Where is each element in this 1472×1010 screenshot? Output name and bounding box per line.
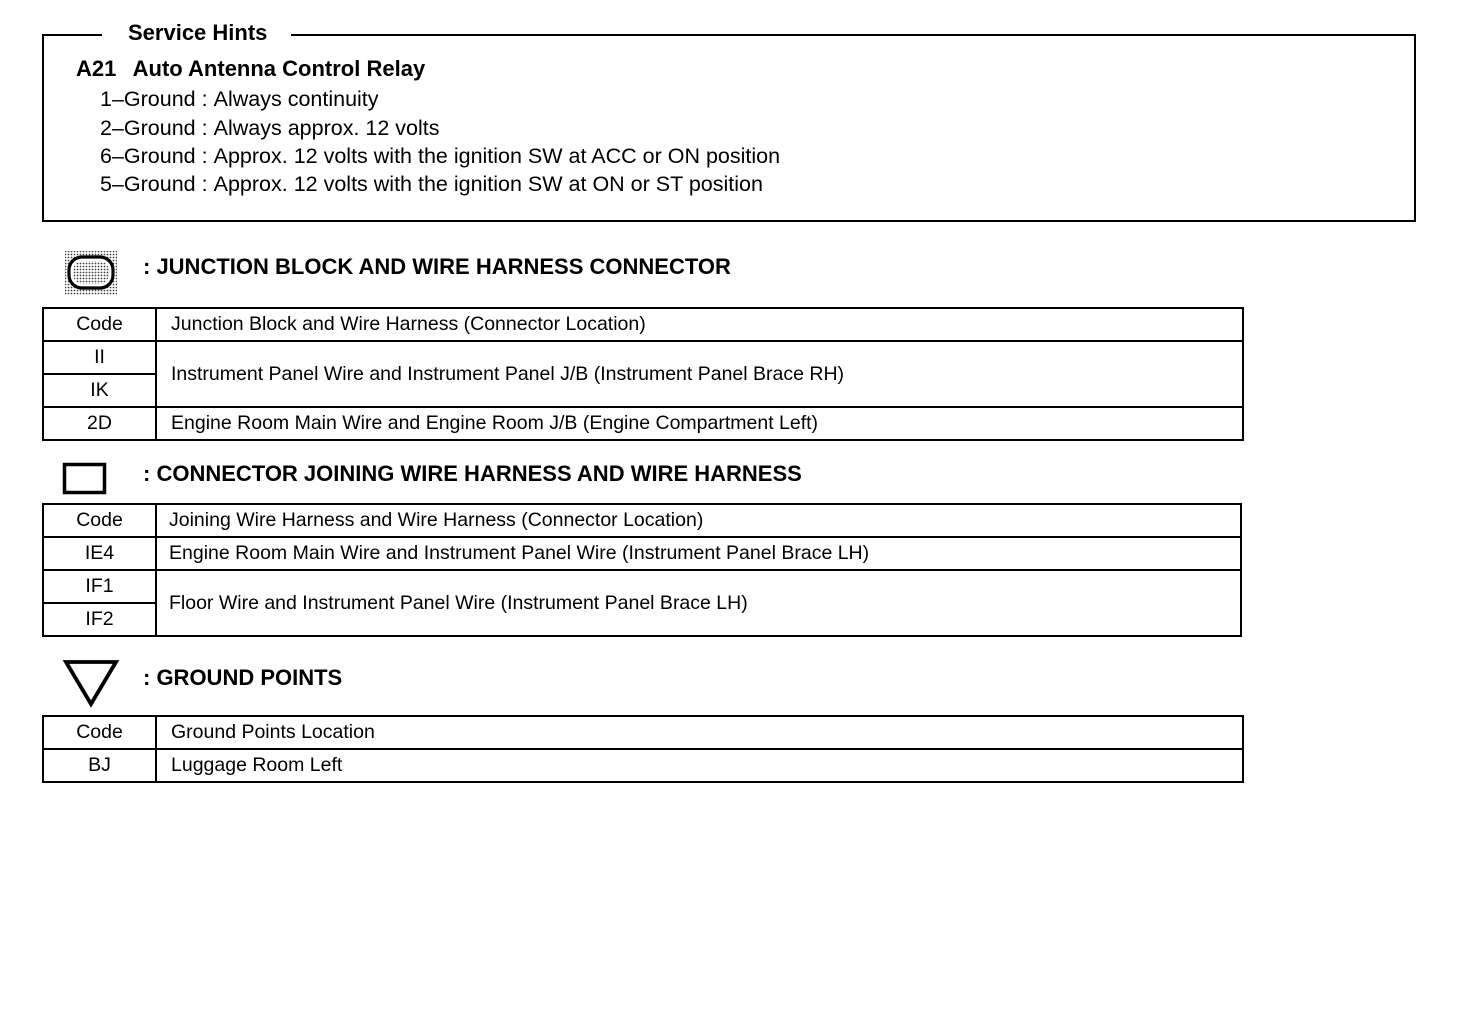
hint-line <box>100 87 379 112</box>
service-hints-title: Service Hints <box>102 18 291 48</box>
junction-block-table <box>42 307 1244 441</box>
relay-name: Auto Antenna Control Relay <box>132 56 426 81</box>
table-header-row <box>43 308 1243 341</box>
table-row <box>43 537 1241 570</box>
hint-condition: Always approx. 12 volts <box>213 116 440 140</box>
table-row <box>43 407 1243 440</box>
column-header-code: Code <box>43 504 156 537</box>
table-row <box>43 749 1243 782</box>
ground-triangle-icon <box>62 658 120 708</box>
ground-points-table <box>42 715 1244 783</box>
column-header-location: Ground Points Location <box>156 716 1243 749</box>
relay-title <box>76 56 425 82</box>
hint-terminal: 1–Ground <box>100 87 196 111</box>
hint-terminal: 2–Ground <box>100 116 196 140</box>
hint-line <box>100 144 780 169</box>
location-cell: Engine Room Main Wire and Instrument Panel Wire (Instrument Panel Brace LH) <box>156 537 1241 570</box>
hint-line <box>100 116 439 141</box>
column-header-location: Junction Block and Wire Harness (Connector Location) <box>156 308 1243 341</box>
code-cell: BJ <box>43 749 156 782</box>
code-cell: IK <box>43 374 156 407</box>
table-row <box>43 570 1241 603</box>
hint-separator: : <box>201 144 208 168</box>
hint-terminal: 5–Ground <box>100 172 196 196</box>
location-cell: Luggage Room Left <box>156 749 1243 782</box>
hint-condition: Approx. 12 volts with the ignition SW at ON or ST position <box>213 172 763 196</box>
column-header-location: Joining Wire Harness and Wire Harness (Connector Location) <box>156 504 1241 537</box>
table-header-row <box>43 504 1241 537</box>
table-row <box>43 341 1243 374</box>
hint-condition: Always continuity <box>213 87 379 111</box>
table-header-row <box>43 716 1243 749</box>
hint-condition: Approx. 12 volts with the ignition SW at ACC or ON position <box>213 144 781 168</box>
code-cell: IF2 <box>43 603 156 636</box>
hint-line <box>100 172 763 197</box>
connector-square-icon <box>62 462 108 496</box>
location-cell: Engine Room Main Wire and Engine Room J/B (Engine Compartment Left) <box>156 407 1243 440</box>
hint-separator: : <box>201 172 208 196</box>
ground-points-header: : GROUND POINTS <box>143 665 343 690</box>
column-header-code: Code <box>43 308 156 341</box>
hint-separator: : <box>201 87 208 111</box>
junction-block-header: : JUNCTION BLOCK AND WIRE HARNESS CONNECTOR <box>143 254 731 279</box>
joining-connector-table <box>42 503 1242 637</box>
hint-separator: : <box>201 116 208 140</box>
hint-terminal: 6–Ground <box>100 144 196 168</box>
code-cell: IF1 <box>43 570 156 603</box>
code-cell: 2D <box>43 407 156 440</box>
column-header-code: Code <box>43 716 156 749</box>
location-cell: Floor Wire and Instrument Panel Wire (Instrument Panel Brace LH) <box>156 570 1241 636</box>
joining-connector-header: : CONNECTOR JOINING WIRE HARNESS AND WIRE HARNESS <box>143 461 802 486</box>
code-cell: II <box>43 341 156 374</box>
code-cell: IE4 <box>43 537 156 570</box>
service-hints-box <box>42 34 1416 222</box>
junction-block-icon <box>64 250 118 296</box>
relay-code: A21 <box>76 56 117 81</box>
location-cell: Instrument Panel Wire and Instrument Panel J/B (Instrument Panel Brace RH) <box>156 341 1243 407</box>
